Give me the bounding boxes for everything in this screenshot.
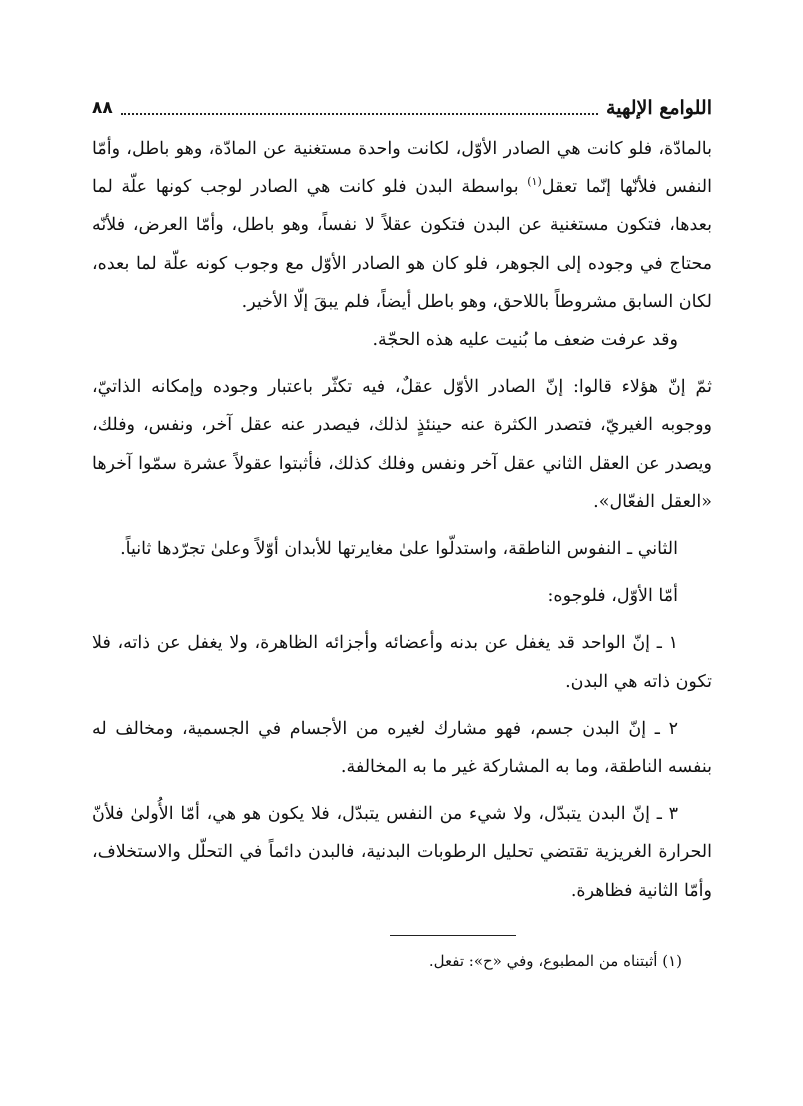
paragraph-4: الثاني ـ النفوس الناطقة، واستدلّوا علىٰ مغايرتها للأبدان أوّلاً وعلىٰ تجرّدها ثانياً. xyxy=(120,539,678,560)
running-title: اللوامع الإلهية xyxy=(606,97,712,119)
footnote-text: أثبتناه من المطبوع، وفي «ح»: تفعل. xyxy=(428,952,658,970)
list-item-1: ١ ـ إنّ الواحد قد يغفل عن بدنه وأعضائه وأجزائه الظاهرة، ولا يغفل عن ذاته، فلا تكون ذاته هي البدن. xyxy=(92,633,712,692)
paragraph-2: وقد عرفت ضعف ما بُنيت عليه هذه الحجّة. xyxy=(372,330,678,351)
footnote xyxy=(92,948,682,974)
page xyxy=(92,88,712,910)
paragraph-1 xyxy=(92,130,712,321)
footnote-divider xyxy=(390,935,516,936)
footnote-marker: (١) xyxy=(662,952,682,970)
footnote-ref[interactable]: (١) xyxy=(527,175,542,189)
list-item-3: ٣ ـ إنّ البدن يتبدّل، ولا شيء من النفس يتبدّل، فلا يكون هو هي، أمّا الأُولىٰ فلأنّ الحرارة الغريزية تقتضي تحليل الرطوبات البدنية، فالبدن دائماً في التحلّل والاستخلاف، وأمّا الثانية فظاهرة. xyxy=(92,804,712,901)
leader-dots xyxy=(121,113,598,115)
page-body xyxy=(92,130,712,910)
paragraph-1-text-cont: بواسطة البدن فلو كانت هي الصادر لوجب كونها علّة لما بعدها، فتكون مستغنية عن البدن فتكون عقلاً لا نفساً، وهو باطل، وأمّا العرض، فلأنّه محتاج في وجوده إلى الجوهر، فلو كان هو الصادر الأوّل مع وجوب كونه علّة لما بعده، لكان السابق مشروطاً باللاحق، وهو باطل أيضاً، فلم يبقَ إلّا الأخير. xyxy=(92,177,712,312)
list-item-2: ٢ ـ إنّ البدن جسم، فهو مشارك لغيره من الأجسام في الجسمية، ومخالف له بنفسه الناطقة، وما به المشاركة غير ما به المخالفة. xyxy=(92,718,712,778)
paragraph-5: أمّا الأوّل، فلوجوه: xyxy=(547,586,678,607)
running-header xyxy=(92,88,712,128)
paragraph-3: ثمّ إنّ هؤلاء قالوا: إنّ الصادر الأوّل عقلٌ، فيه تكثّر باعتبار وجوده وإمكانه الذاتيّ، ووجوبه الغيريّ، فتصدر الكثرة عنه حينئذٍ لذلك، فيصدر عنه عقل آخر، ونفس، وفلك، ويصدر عن العقل الثاني عقل آخر ونفس وفلك كذلك، فأثبتوا عقولاً عشرة سمّوا آخرها «العقل الفعّال». xyxy=(92,377,712,512)
page-number: ٨٨ xyxy=(92,98,113,118)
paragraph-1-text: بالمادّة، فلو كانت هي الصادر الأوّل، لكانت واحدة مستغنية عن المادّة، وهو باطل، وأمّا النفس فلأنّها إنّما تعقل xyxy=(92,139,712,198)
